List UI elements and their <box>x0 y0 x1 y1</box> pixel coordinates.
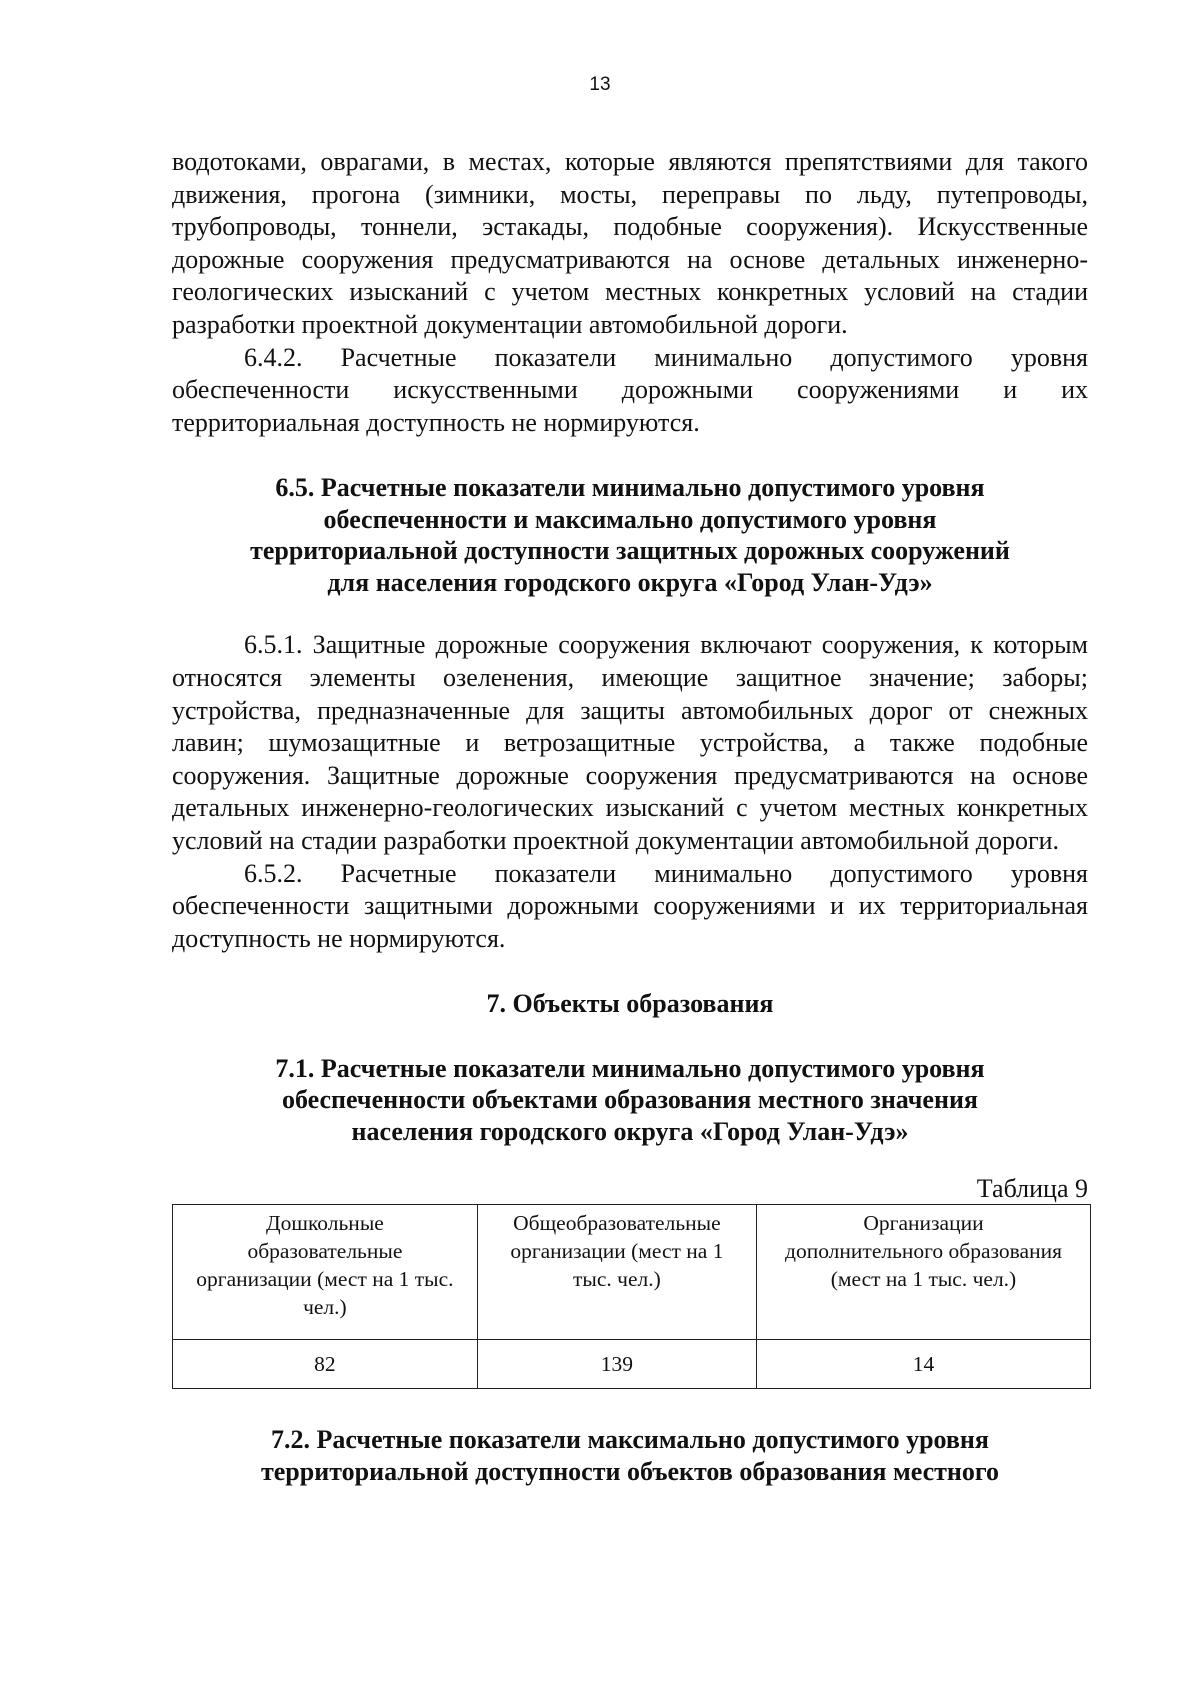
header-line: тыс. чел.) <box>573 1267 661 1292</box>
heading-line: 6.5. Расчетные показатели минимально допустимого уровня <box>275 473 985 503</box>
heading-7 <box>172 988 1088 1020</box>
table-9 <box>172 1204 1091 1389</box>
heading-line: населения городского округа «Город Улан-Удэ» <box>351 1116 909 1146</box>
header-preschool <box>173 1205 478 1340</box>
table-header-row <box>173 1205 1091 1340</box>
header-line: Дошкольные <box>265 1211 384 1236</box>
cell-additional-education-value: 14 <box>756 1340 1090 1389</box>
heading-line: для населения городского округа «Город Улан-Удэ» <box>327 567 933 597</box>
heading-line: 7.2. Расчетные показатели максимально допустимого уровня <box>271 1425 989 1455</box>
header-line: Организации <box>863 1211 984 1236</box>
heading-6-5 <box>172 472 1088 598</box>
table-caption: Таблица 9 <box>976 1174 1088 1204</box>
heading-line: 7. Объекты образования <box>486 989 774 1019</box>
heading-line: территориальной доступности объектов образования местного <box>260 1456 1000 1486</box>
header-general-education <box>477 1205 756 1340</box>
heading-line: обеспеченности и максимально допустимого уровня <box>323 504 937 534</box>
cell-general-education-value: 139 <box>477 1340 756 1389</box>
paragraph-6-5-2: 6.5.2. Расчетные показатели минимально допустимого уровня обеспеченности защитными дорожными сооружениями и их территориальная доступность не нормируются. <box>172 858 1088 953</box>
header-line: (мест на 1 тыс. чел.) <box>830 1267 1017 1292</box>
paragraph-6-5-1: 6.5.1. Защитные дорожные сооружения включают сооружения, к которым относятся элементы озеленения, имеющие защитное значение; заборы; устройства, предназначенные для защиты автомобильных дорог от снежных лавин; шумозащитные и ветрозащитные устройства, а также подобные сооружения. Защитные дорожные сооружения предусматриваются на основе детальных инженерно-геологических изысканий с учетом местных конкретных условий на стадии разработки проектной документации автомобильной дороги. <box>172 630 1088 855</box>
table-row <box>173 1340 1091 1389</box>
heading-7-1 <box>172 1053 1088 1148</box>
header-additional-education <box>756 1205 1090 1340</box>
paragraph-continuation: водотоками, оврагами, в местах, которые являются препятствиями для такого движения, прогона (зимники, мосты, переправы по льду, путепроводы, трубопроводы, тоннели, эстакады, подобные сооружения). Искусственные дорожные сооружения предусматриваются на основе детальных инженерно-геологических изысканий с учетом местных конкретных условий на стадии разработки проектной документации автомобильной дороги. <box>172 147 1088 339</box>
heading-line: территориальной доступности защитных дорожных сооружений <box>250 536 1010 566</box>
heading-line: обеспеченности объектами образования местного значения <box>281 1085 978 1115</box>
heading-7-2 <box>172 1424 1088 1487</box>
header-line: Общеобразовательные <box>513 1211 721 1236</box>
header-line: образовательные <box>247 1239 403 1264</box>
header-line: организации (мест на 1 тыс. <box>196 1267 454 1292</box>
header-line: дополнительного образования <box>785 1239 1062 1264</box>
cell-preschool-value: 82 <box>173 1340 478 1389</box>
paragraph-6-4-2: 6.4.2. Расчетные показатели минимально допустимого уровня обеспеченности искусственными дорожными сооружениями и их территориальная доступность не нормируются. <box>172 342 1088 437</box>
heading-line: 7.1. Расчетные показатели минимально допустимого уровня <box>275 1053 985 1083</box>
document-body <box>172 146 1088 1487</box>
header-line: чел.) <box>303 1295 347 1320</box>
header-line: организации (мест на 1 <box>510 1239 724 1264</box>
page-number: 13 <box>589 74 611 95</box>
